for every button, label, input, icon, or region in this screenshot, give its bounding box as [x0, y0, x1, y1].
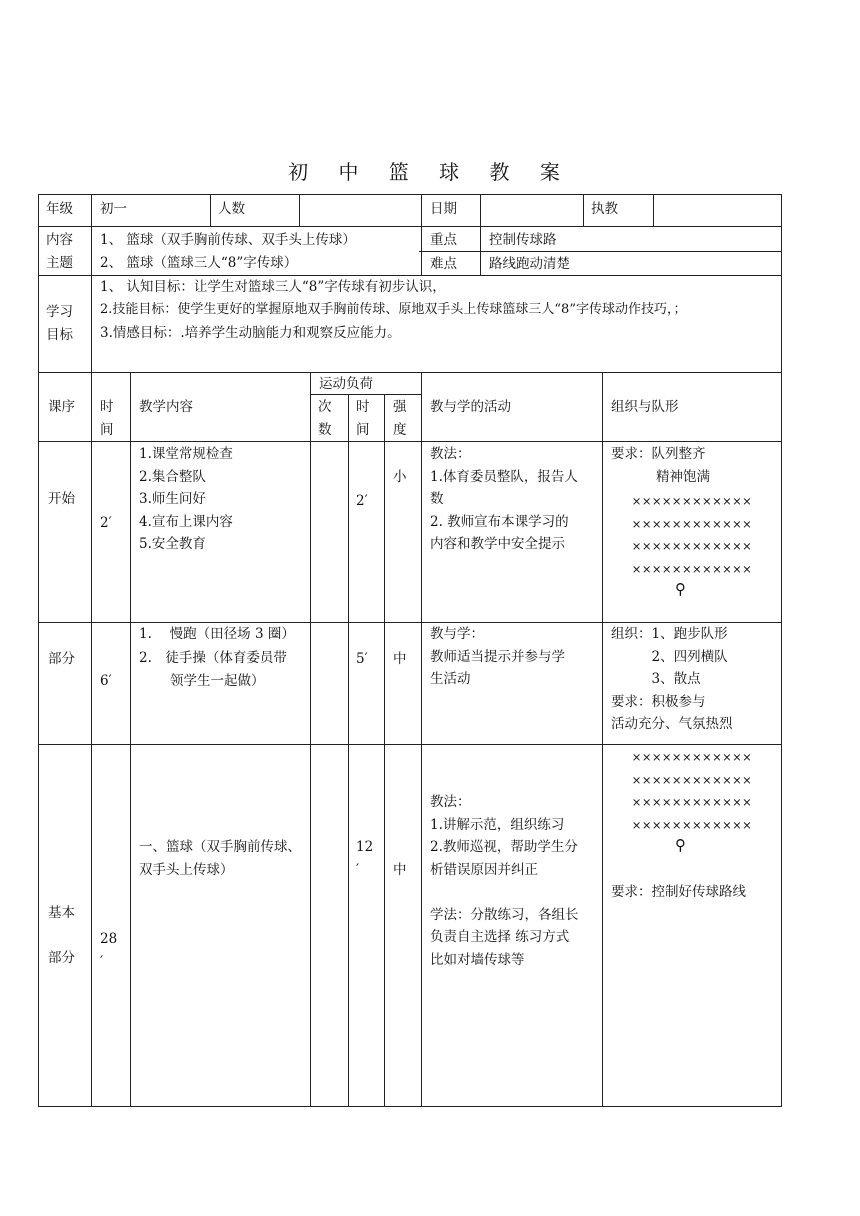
col-duration-header: 时 间 [356, 399, 370, 438]
row-organization-requirement: 要求：队列整齐 [611, 446, 706, 462]
teacher-position-icon: ⚲ [675, 836, 686, 854]
row-sequence: 基本 部分 [48, 905, 75, 966]
goal-line: 1、 认知目标：让学生对篮球三人“8”字传球有初步认识， [100, 279, 446, 295]
row-activities: 教法： 1.讲解示范，组织练习 2.教师巡视，帮助学生分 析错误原因并纠正 学法：分散练习，各组长 负责自主选择 练习方式 比如对墙传球等 [430, 794, 579, 968]
page-title: 初 中 篮 球 教 案 [288, 160, 572, 184]
goal-line: 2.技能目标：使学生更好的掌握原地双手胸前传球、原地双手头上传球篮球三人“8”字传球动作技巧，； [100, 302, 687, 317]
row-content: 领学生一起做） [170, 673, 265, 689]
row-duration: 5′ [356, 651, 368, 667]
goals-label: 学习 目标 [46, 304, 73, 343]
grade-value: 初一 [100, 201, 127, 217]
row-organization-requirement: 要求：控制好传球路线 [611, 884, 746, 900]
teacher-label: 执教 [591, 201, 618, 217]
formation-grid: ×××××××××××× ×××××××××××× ×××××××××××× ×××××××××××× [631, 750, 753, 832]
row-activities: 教与学： 教师适当提示并参与学 生活动 [430, 626, 565, 687]
row-content: 2. 徒手操（体育委员带 [139, 650, 287, 666]
row-organization: 组织：1、跑步队形 2、四列横队 3、散点 要求：积极参与 活动充分、气氛热烈 [611, 626, 733, 732]
col-time-header: 时 间 [100, 399, 114, 438]
row-duration: 12 ′ [356, 839, 374, 878]
row-content: 一、篮球（双手胸前传球、 双手头上传球） [139, 839, 301, 878]
row-activities: 教法： 1.体育委员整队，报告人 数 2. 教师宣布本课学习的 内容和教学中安全提示 [430, 446, 578, 552]
row-intensity: 中 [393, 862, 407, 878]
row-time: 28 ′ [100, 931, 118, 970]
row-content: 1.课堂常规检查 2.集合整队 3.师生问好 4.宣布上课内容 5.安全教育 [139, 446, 233, 552]
row-content: 1. 慢跑（田径场 3 圈） [139, 626, 295, 642]
content-label: 内容 主题 [46, 232, 73, 271]
col-sequence-header: 课序 [48, 399, 75, 415]
formation-grid: ×××××××××××× ×××××××××××× ×××××××××××× ×××××××××××× [631, 494, 753, 576]
content-items: 1、 篮球（双手胸前传球、双手头上传球） 2、 篮球（篮球三人“8”字传球） [100, 232, 356, 271]
student-count-label: 人数 [218, 201, 245, 217]
col-organization-header: 组织与队形 [611, 399, 679, 415]
col-activities-header: 教与学的活动 [430, 399, 511, 415]
difficulty-label: 难点 [430, 256, 457, 272]
col-intensity-header: 强 度 [393, 399, 407, 438]
row-sequence: 开始 [48, 491, 75, 507]
row-intensity: 中 [393, 651, 407, 667]
col-load-header: 运动负荷 [319, 376, 373, 392]
teacher-position-icon: ⚲ [675, 580, 686, 598]
difficulty-value: 路线跑动清楚 [489, 256, 570, 272]
key-point-label: 重点 [430, 232, 457, 248]
lesson-plan-table [38, 194, 782, 1108]
row-organization-requirement: 精神饱满 [656, 469, 710, 485]
date-label: 日期 [430, 201, 457, 217]
row-duration: 2′ [356, 493, 368, 509]
col-reps-header: 次 数 [318, 399, 332, 438]
row-time: 2′ [100, 515, 112, 531]
row-time: 6′ [100, 673, 112, 689]
col-content-header: 教学内容 [139, 399, 193, 415]
grade-label: 年级 [46, 201, 73, 217]
row-intensity: 小 [393, 469, 407, 485]
key-point-value: 控制传球路 [489, 232, 557, 248]
goal-line: 3.情感目标：.培养学生动脑能力和观察反应能力。 [100, 325, 401, 341]
row-sequence: 部分 [48, 651, 75, 667]
